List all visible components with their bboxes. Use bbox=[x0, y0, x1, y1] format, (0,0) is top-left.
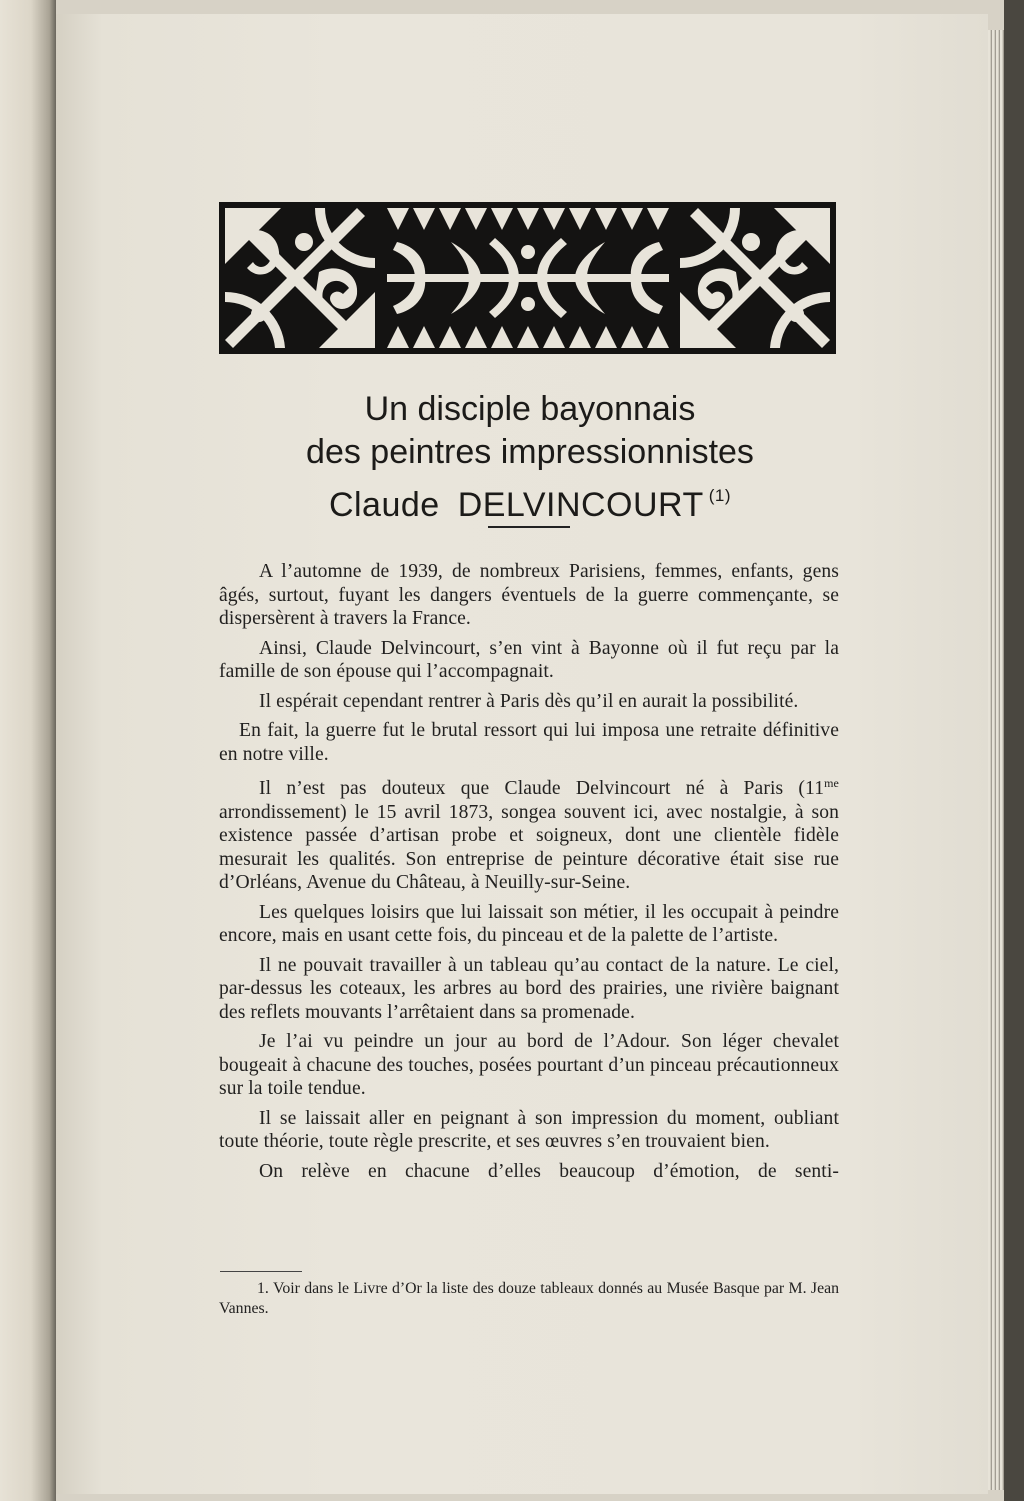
article-title-line-1 bbox=[200, 389, 860, 429]
footnote: 1. Voir dans le Livre d’Or la liste des douze tableaux donnés au Musée Basque par M. Jean Vannes. bbox=[219, 1280, 839, 1317]
page-edge-shadow bbox=[1004, 0, 1024, 1501]
paragraph: Il ne pouvait travailler à un tableau qu’au contact de la nature. Le ciel, par-dessus les coteaux, les arbres au bord des prairies, une rivière baignant des reflets mouvants l’arrêtaient dans sa promenade. bbox=[219, 954, 839, 1023]
paragraph: Il espérait cependant rentrer à Paris dès qu’il en aurait la possibilité. bbox=[259, 690, 799, 712]
paragraph: Il se laissait aller en peignant à son impression du moment, oubliant toute théorie, toute règle prescrite, et ses œuvres s’en trouvaient bien. bbox=[219, 1107, 839, 1152]
article-title-line-2 bbox=[200, 432, 860, 472]
artist-first-name: Claude bbox=[328, 486, 440, 524]
paragraph bbox=[219, 772, 839, 895]
paragraph: En fait, la guerre fut le brutal ressort qui lui imposa une retraite définitive en notre ville. bbox=[219, 720, 839, 765]
paragraph: Ainsi, Claude Delvincourt, s’en vint à Bayonne où il fut reçu par la famille de son épouse qui l’accompagnait. bbox=[219, 637, 839, 682]
paragraph: Les quelques loisirs que lui laissait son métier, il les occupait à peindre encore, mais en usant cette fois, du pinceau et de la palette de l’artiste. bbox=[219, 901, 839, 946]
paragraph: On relève en chacune d’elles beaucoup d’émotion, de senti- bbox=[259, 1160, 839, 1182]
title-footnote-ref: (1) bbox=[708, 486, 732, 505]
artist-last-name: DELVINCOURT bbox=[457, 486, 704, 524]
article-title-line-3 bbox=[200, 476, 860, 525]
ornamental-header-band bbox=[219, 202, 836, 354]
paragraph: A l’automne de 1939, de nombreux Parisiens, femmes, enfants, gens âgés, surtout, fuyant les dangers éventuels de la guerre commençante, se dispersèrent à travers la France. bbox=[219, 561, 839, 629]
paragraph-text: arrondissement) le 15 avril 1873, songea souvent ici, avec nostalgie, à son existence passée d’artisan probe et soigneux, dont une clientèle fidèle mesurait les qualités. Son entreprise de peinture décorative était sise rue d’Orléans, Avenue du Château, à Neuilly-sur-Seine. bbox=[219, 801, 839, 893]
binding-gutter bbox=[0, 0, 56, 1501]
title-divider bbox=[488, 526, 570, 528]
superscript: me bbox=[824, 776, 839, 790]
paragraph-text: Il n’est pas douteux que Claude Delvincourt né à Paris (11 bbox=[259, 778, 825, 799]
article-body bbox=[219, 560, 839, 1183]
title-text-1: Un disciple bayonnais bbox=[364, 390, 696, 428]
footnote-divider bbox=[220, 1271, 302, 1272]
title-text-2: des peintres impressionnistes bbox=[306, 433, 754, 471]
paragraph: Je l’ai vu peindre un jour au bord de l’Adour. Son léger chevalet bougeait à chacune des touches, posées pourtant d’un pinceau précautionneux sur la toile tendue. bbox=[219, 1031, 839, 1099]
